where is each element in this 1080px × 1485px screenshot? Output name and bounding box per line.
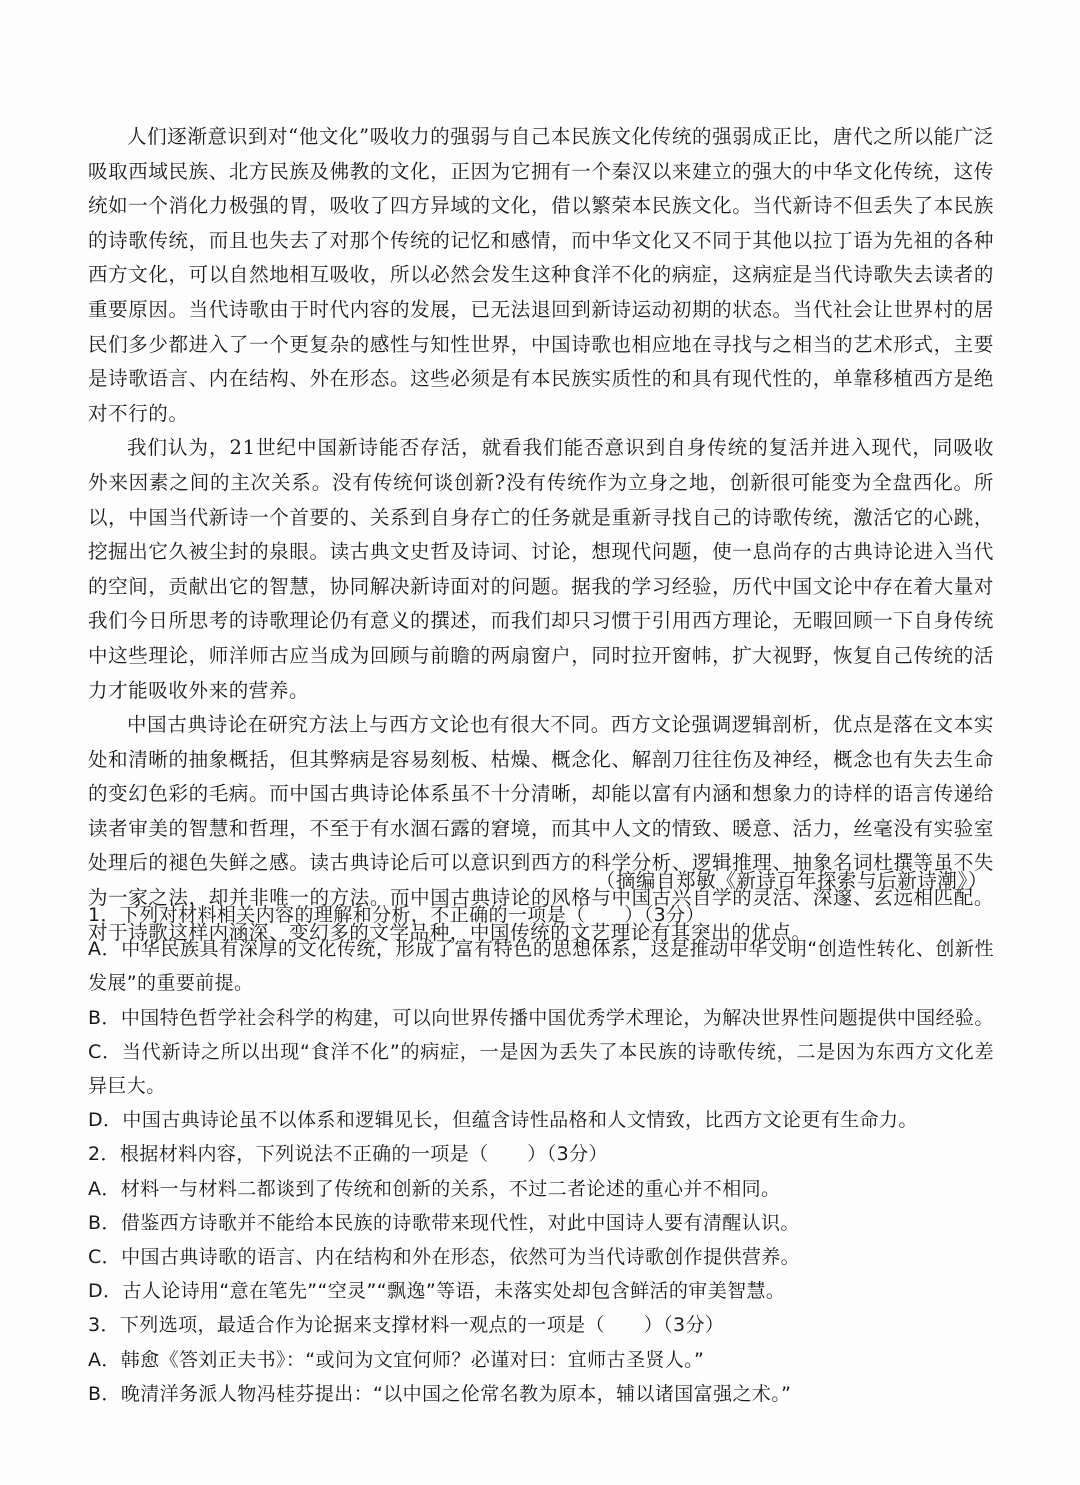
passage-paragraph-1: 人们逐渐意识到对“他文化”吸收力的强弱与自己本民族文化传统的强弱成正比，唐代之所以能广泛吸取西域民族、北方民族及佛教的文化，正因为它拥有一个秦汉以来建立的强大的中华文化传统，这传统如一个消化力极强的胃，吸收了四方异域的文化，借以繁荣本民族文化。当代新诗不但丢失了本民族的诗歌传统，而且也失去了对那个传统的记忆和感情，而中华文化又不同于其他以拉丁语为先祖的各种西方文化，可以自然地相互吸收，所以必然会发生这种食洋不化的病症，这病症是当代诗歌失去读者的重要原因。当代诗歌由于时代内容的发展，已无法退回到新诗运动初期的状态。当代社会让世界村的居民们多少都进入了一个更复杂的感性与知性世界，中国诗歌也相应地在寻找与之相当的艺术形式，主要是诗歌语言、内在结构、外在形态。这些必须是有本民族实质性的和具有现代性的，单靠移植西方是绝对不行的。 <box>88 125 994 425</box>
answer-option-b: B．中国特色哲学社会科学的构建，可以向世界传播中国优秀学术理论，为解决世界性问题提供中国经验。 <box>88 1006 994 1029</box>
passage-paragraph-3: 中国古典诗论在研究方法上与西方文论也有很大不同。西方文论强调逻辑剖析，优点是落在文本实处和清晰的抽象概括，但其弊病是容易刻板、枯燥、概念化、解剖刀往往伤及神经，概念也有失去生命的变幻色彩的毛病。而中国古典诗论体系虽不十分清晰，却能以富有内涵和想象力的诗样的语言传递给读者审美的智慧和哲理，不至于有水涸石露的窘境，而其中人文的情致、暖意、活力，丝毫没有实验室处理后的褪色失鲜之感。读古典诗论后可以意识到西方的科学分析、逻辑推理、抽象名词杜撰等虽不失为一家之法，却并非唯一的方法。而中国古典诗论的风格与中国古兴自学的灵活、深邃、玄远相匹配。对于诗歌这样内涵深、变幻多的文学品种，中国传统的文艺理论有其突出的优点。 <box>88 713 994 944</box>
answer-option-a: A．韩愈《答刘正夫书》：“或问为文宜何师？必谨对曰：宜师古圣贤人。” <box>88 1348 705 1371</box>
passage-source-citation: （摘编自郑敏《新诗百年探索与后新诗潮》） <box>595 869 988 892</box>
question-3 <box>88 1308 994 1411</box>
question-list <box>88 898 994 1411</box>
question-stem: 3．下列选项，最适合作为论据来支撑材料一观点的一项是（ ）（3分） <box>88 1314 725 1337</box>
passage-paragraph-2: 我们认为，21世纪中国新诗能否存活，就看我们能否意识到自身传统的复活并进入现代，同吸收外来因素之间的主次关系。没有传统何谈创新?没有传统作为立身之地，创新很可能变为全盘西化。所以，中国当代新诗一个首要的、关系到自身存亡的任务就是重新寻找自己的诗歌传统，激活它的心跳，挖掘出它久被尘封的泉眼。读古典文史哲及诗词、讨论，想现代问题，使一息尚存的古典诗论进入当代的空间，贡献出它的智慧，协同解决新诗面对的问题。据我的学习经验，历代中国文论中存在着大量对我们今日所思考的诗歌理论仍有意义的撰述，而我们却只习惯于引用西方理论，无暇回顾一下自身传统中这些理论，师洋师古应当成为回顾与前瞻的两扇窗户，同时拉开窗帏，扩大视野，恢复自己传统的活力才能吸收外来的营养。 <box>88 436 994 702</box>
answer-option-b: B．借鉴西方诗歌并不能给本民族的诗歌带来现代性，对此中国诗人要有清醒认识。 <box>88 1211 800 1234</box>
answer-option-d: D．古人论诗用“意在笔先”“空灵”“飘逸”等语，未落实处却包含鲜活的审美智慧。 <box>88 1280 786 1303</box>
answer-option-c: C．中国古典诗歌的语言、内在结构和外在形态，依然可为当代诗歌创作提供营养。 <box>88 1246 801 1269</box>
answer-option-b: B．晚清洋务派人物冯桂芬提出：“以中国之伦常名教为原本，辅以诸国富强之术。” <box>88 1382 792 1405</box>
question-1 <box>88 898 994 1137</box>
answer-option-a: A．材料一与材料二都谈到了传统和创新的关系，不过二者论述的重心并不相同。 <box>88 1177 781 1200</box>
answer-option-d: D．中国古典诗论虽不以体系和逻辑见长，但蕴含诗性品格和人文情致，比西方文论更有生命力。 <box>88 1109 918 1132</box>
question-stem: 2．根据材料内容，下列说法不正确的一项是（ ）（3分） <box>88 1143 608 1166</box>
answer-option-c: C．当代新诗之所以出现“食洋不化”的病症，一是因为丢失了本民族的诗歌传统，二是因为东西方文化差异巨大。 <box>88 1040 994 1098</box>
question-stem: 1．下列对材料相关内容的理解和分析，不正确的一项是（ ）（3分） <box>88 904 705 926</box>
reading-passage <box>88 120 994 950</box>
question-2 <box>88 1137 994 1308</box>
answer-option-a: A．中华民族具有深厚的文化传统，形成了富有特色的思想体系，这是推动中华文明“创造性转化、创新性发展”的重要前提。 <box>88 938 994 995</box>
